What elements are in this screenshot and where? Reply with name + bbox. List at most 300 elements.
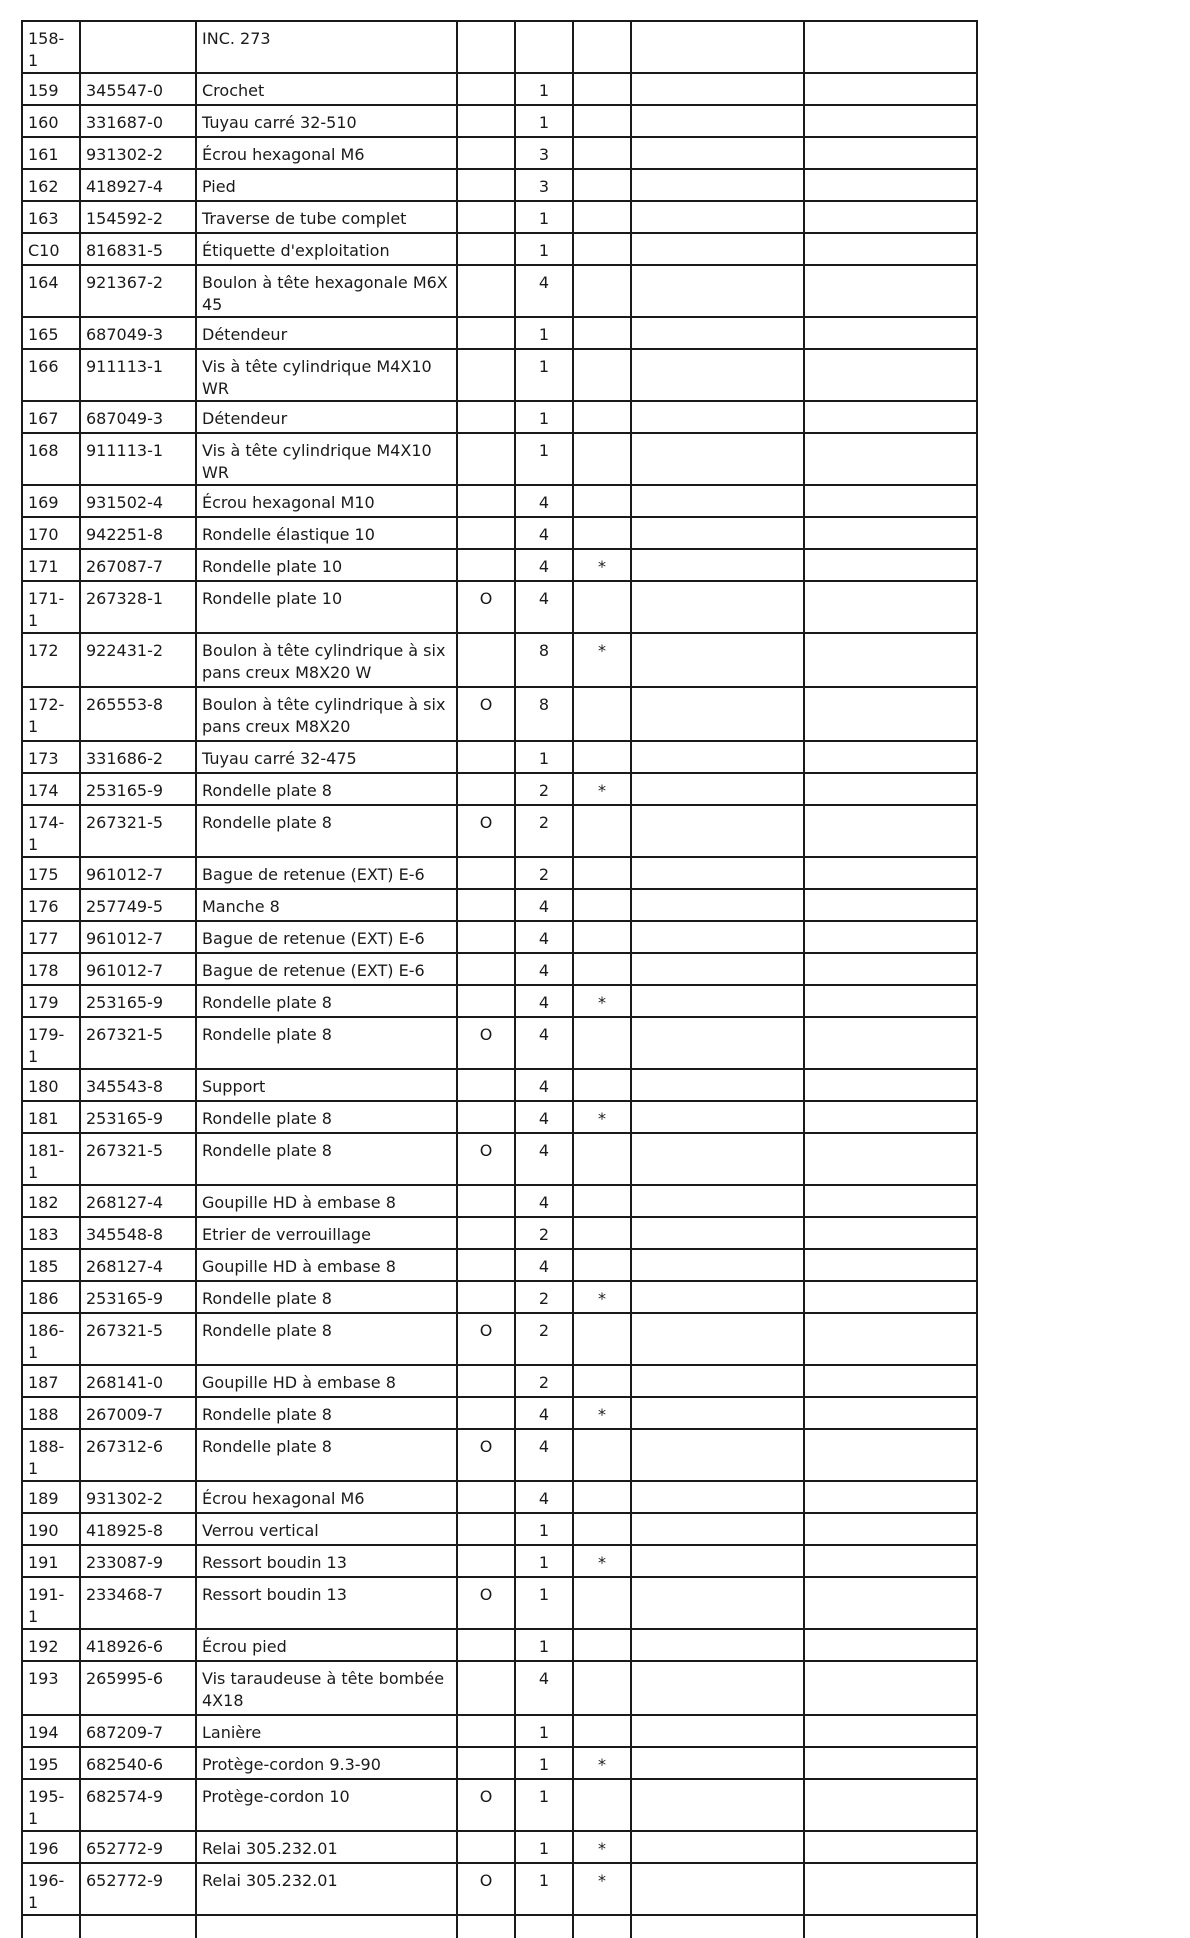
- option-cell: [457, 21, 515, 73]
- note-cell-1: [631, 687, 804, 741]
- option-cell: [457, 1661, 515, 1715]
- item-number-cell: 176: [22, 889, 80, 921]
- marker-cell: [573, 1069, 631, 1101]
- option-cell: [457, 1831, 515, 1863]
- table-row: [22, 857, 977, 889]
- part-number-cell: 687209-7: [80, 1715, 196, 1747]
- quantity-cell: 4: [515, 1481, 573, 1513]
- option-cell: [457, 1185, 515, 1217]
- marker-cell: [573, 433, 631, 485]
- item-number-cell: 178: [22, 953, 80, 985]
- option-cell: [457, 349, 515, 401]
- part-number-cell: 931302-2: [80, 137, 196, 169]
- quantity-cell: 4: [515, 485, 573, 517]
- table-row: [22, 1481, 977, 1513]
- quantity-cell: 4: [515, 1249, 573, 1281]
- note-cell-1: [631, 1779, 804, 1831]
- quantity-cell: 4: [515, 953, 573, 985]
- option-cell: O: [457, 1577, 515, 1629]
- item-number-cell: 161: [22, 137, 80, 169]
- quantity-cell: 1: [515, 1779, 573, 1831]
- note-cell-2: [804, 549, 977, 581]
- marker-cell: [573, 889, 631, 921]
- table-row: [22, 137, 977, 169]
- empty-cell: [573, 1915, 631, 1938]
- marker-cell: [573, 921, 631, 953]
- marker-cell: [573, 1779, 631, 1831]
- description-cell: Tuyau carré 32-475: [196, 741, 457, 773]
- item-number-cell: 180: [22, 1069, 80, 1101]
- option-cell: [457, 1281, 515, 1313]
- note-cell-2: [804, 1747, 977, 1779]
- note-cell-1: [631, 1313, 804, 1365]
- quantity-cell: 4: [515, 1185, 573, 1217]
- note-cell-2: [804, 1017, 977, 1069]
- description-cell: Ressort boudin 13: [196, 1545, 457, 1577]
- note-cell-1: [631, 581, 804, 633]
- description-cell: Détendeur: [196, 401, 457, 433]
- quantity-cell: 8: [515, 633, 573, 687]
- table-row: [22, 401, 977, 433]
- part-number-cell: 652772-9: [80, 1831, 196, 1863]
- note-cell-1: [631, 433, 804, 485]
- note-cell-1: [631, 1185, 804, 1217]
- item-number-cell: 181-1: [22, 1133, 80, 1185]
- note-cell-2: [804, 517, 977, 549]
- note-cell-2: [804, 633, 977, 687]
- note-cell-1: [631, 105, 804, 137]
- quantity-cell: 2: [515, 1313, 573, 1365]
- table-row: [22, 1863, 977, 1915]
- note-cell-1: [631, 1577, 804, 1629]
- note-cell-2: [804, 105, 977, 137]
- option-cell: [457, 1249, 515, 1281]
- note-cell-2: [804, 1185, 977, 1217]
- note-cell-1: [631, 1249, 804, 1281]
- item-number-cell: 188: [22, 1397, 80, 1429]
- description-cell: Etrier de verrouillage: [196, 1217, 457, 1249]
- option-cell: O: [457, 1017, 515, 1069]
- quantity-cell: 4: [515, 889, 573, 921]
- item-number-cell: 171: [22, 549, 80, 581]
- item-number-cell: 173: [22, 741, 80, 773]
- description-cell: Boulon à tête hexagonale M6X45: [196, 265, 457, 317]
- part-number-cell: 267321-5: [80, 805, 196, 857]
- table-row: [22, 633, 977, 687]
- description-cell: Goupille HD à embase 8: [196, 1365, 457, 1397]
- part-number-cell: 687049-3: [80, 317, 196, 349]
- option-cell: O: [457, 1429, 515, 1481]
- part-number-cell: 233087-9: [80, 1545, 196, 1577]
- marker-cell: [573, 687, 631, 741]
- note-cell-1: [631, 1481, 804, 1513]
- part-number-cell: 911113-1: [80, 433, 196, 485]
- table-row: [22, 1747, 977, 1779]
- part-number-cell: 267321-5: [80, 1313, 196, 1365]
- note-cell-1: [631, 857, 804, 889]
- parts-list-table: [21, 20, 978, 1938]
- item-number-cell: 174-1: [22, 805, 80, 857]
- part-number-cell: 418927-4: [80, 169, 196, 201]
- description-cell: Lanière: [196, 1715, 457, 1747]
- part-number-cell: 265553-8: [80, 687, 196, 741]
- description-cell: Manche 8: [196, 889, 457, 921]
- quantity-cell: 4: [515, 1017, 573, 1069]
- table-row: [22, 1281, 977, 1313]
- part-number-cell: 931502-4: [80, 485, 196, 517]
- note-cell-2: [804, 985, 977, 1017]
- note-cell-2: [804, 1831, 977, 1863]
- quantity-cell: 2: [515, 805, 573, 857]
- marker-cell: *: [573, 1281, 631, 1313]
- quantity-cell: 1: [515, 741, 573, 773]
- option-cell: [457, 317, 515, 349]
- note-cell-2: [804, 1779, 977, 1831]
- description-cell: Étiquette d'exploitation: [196, 233, 457, 265]
- note-cell-1: [631, 401, 804, 433]
- marker-cell: [573, 485, 631, 517]
- quantity-cell: 2: [515, 773, 573, 805]
- parts-table-body: [22, 21, 977, 1938]
- description-cell: Rondelle plate 8: [196, 805, 457, 857]
- note-cell-2: [804, 485, 977, 517]
- note-cell-2: [804, 1397, 977, 1429]
- part-number-cell: 345547-0: [80, 73, 196, 105]
- table-row: [22, 985, 977, 1017]
- note-cell-1: [631, 1545, 804, 1577]
- note-cell-1: [631, 517, 804, 549]
- marker-cell: [573, 1429, 631, 1481]
- item-number-cell: 163: [22, 201, 80, 233]
- note-cell-1: [631, 169, 804, 201]
- option-cell: O: [457, 687, 515, 741]
- item-number-cell: 185: [22, 1249, 80, 1281]
- item-number-cell: 192: [22, 1629, 80, 1661]
- marker-cell: [573, 1365, 631, 1397]
- note-cell-2: [804, 805, 977, 857]
- description-cell: Ressort boudin 13: [196, 1577, 457, 1629]
- marker-cell: [573, 317, 631, 349]
- quantity-cell: 2: [515, 857, 573, 889]
- note-cell-2: [804, 687, 977, 741]
- item-number-cell: 158-1: [22, 21, 80, 73]
- item-number-cell: 187: [22, 1365, 80, 1397]
- note-cell-1: [631, 485, 804, 517]
- table-row: [22, 687, 977, 741]
- marker-cell: [573, 265, 631, 317]
- description-cell: Rondelle plate 8: [196, 1281, 457, 1313]
- note-cell-2: [804, 1217, 977, 1249]
- note-cell-2: [804, 889, 977, 921]
- note-cell-2: [804, 741, 977, 773]
- table-row: [22, 1715, 977, 1747]
- quantity-cell: 1: [515, 1831, 573, 1863]
- part-number-cell: 267328-1: [80, 581, 196, 633]
- part-number-cell: 154592-2: [80, 201, 196, 233]
- description-cell: Protège-cordon 9.3-90: [196, 1747, 457, 1779]
- table-row: [22, 1629, 977, 1661]
- note-cell-2: [804, 233, 977, 265]
- item-number-cell: C10: [22, 233, 80, 265]
- note-cell-2: [804, 953, 977, 985]
- note-cell-1: [631, 233, 804, 265]
- quantity-cell: 2: [515, 1365, 573, 1397]
- description-cell: Goupille HD à embase 8: [196, 1249, 457, 1281]
- quantity-cell: 4: [515, 985, 573, 1017]
- option-cell: [457, 1481, 515, 1513]
- note-cell-1: [631, 1217, 804, 1249]
- item-number-cell: 166: [22, 349, 80, 401]
- table-row: [22, 921, 977, 953]
- table-row: [22, 1249, 977, 1281]
- note-cell-1: [631, 1661, 804, 1715]
- marker-cell: [573, 1217, 631, 1249]
- item-number-cell: 182: [22, 1185, 80, 1217]
- description-cell: Relai 305.232.01: [196, 1863, 457, 1915]
- part-number-cell: 331686-2: [80, 741, 196, 773]
- option-cell: [457, 517, 515, 549]
- marker-cell: [573, 21, 631, 73]
- marker-cell: [573, 1249, 631, 1281]
- note-cell-1: [631, 889, 804, 921]
- table-row: [22, 549, 977, 581]
- option-cell: [457, 1101, 515, 1133]
- table-row: [22, 233, 977, 265]
- option-cell: [457, 433, 515, 485]
- marker-cell: [573, 1133, 631, 1185]
- option-cell: [457, 485, 515, 517]
- marker-cell: *: [573, 773, 631, 805]
- part-number-cell: 922431-2: [80, 633, 196, 687]
- part-number-cell: 268127-4: [80, 1185, 196, 1217]
- marker-cell: [573, 1185, 631, 1217]
- description-cell: Bague de retenue (EXT) E-6: [196, 953, 457, 985]
- note-cell-2: [804, 401, 977, 433]
- note-cell-2: [804, 1281, 977, 1313]
- option-cell: [457, 1715, 515, 1747]
- quantity-cell: [515, 21, 573, 73]
- note-cell-1: [631, 773, 804, 805]
- quantity-cell: 4: [515, 1397, 573, 1429]
- item-number-cell: 169: [22, 485, 80, 517]
- option-cell: [457, 233, 515, 265]
- part-number-cell: 267009-7: [80, 1397, 196, 1429]
- description-cell: Bague de retenue (EXT) E-6: [196, 857, 457, 889]
- note-cell-2: [804, 1101, 977, 1133]
- quantity-cell: 1: [515, 1715, 573, 1747]
- note-cell-1: [631, 1365, 804, 1397]
- description-cell: Relai 305.232.01: [196, 1831, 457, 1863]
- table-row: [22, 1661, 977, 1715]
- marker-cell: [573, 1313, 631, 1365]
- marker-cell: [573, 1513, 631, 1545]
- marker-cell: [573, 805, 631, 857]
- item-number-cell: 160: [22, 105, 80, 137]
- quantity-cell: 4: [515, 581, 573, 633]
- description-cell: Écrou hexagonal M6: [196, 137, 457, 169]
- table-row: [22, 317, 977, 349]
- quantity-cell: 1: [515, 1629, 573, 1661]
- note-cell-2: [804, 349, 977, 401]
- marker-cell: [573, 73, 631, 105]
- table-row: [22, 1513, 977, 1545]
- table-row: [22, 1779, 977, 1831]
- empty-cell: [515, 1915, 573, 1938]
- description-cell: Boulon à tête cylindrique à six pans creux M8X20 W: [196, 633, 457, 687]
- marker-cell: [573, 517, 631, 549]
- quantity-cell: 1: [515, 1863, 573, 1915]
- quantity-cell: 4: [515, 517, 573, 549]
- description-cell: Rondelle plate 10: [196, 549, 457, 581]
- quantity-cell: 8: [515, 687, 573, 741]
- item-number-cell: 195: [22, 1747, 80, 1779]
- part-number-cell: 961012-7: [80, 953, 196, 985]
- table-row: [22, 1577, 977, 1629]
- option-cell: [457, 741, 515, 773]
- marker-cell: [573, 1629, 631, 1661]
- note-cell-1: [631, 1747, 804, 1779]
- option-cell: [457, 105, 515, 137]
- marker-cell: [573, 741, 631, 773]
- part-number-cell: 961012-7: [80, 857, 196, 889]
- marker-cell: [573, 1017, 631, 1069]
- part-number-cell: 253165-9: [80, 1281, 196, 1313]
- marker-cell: *: [573, 633, 631, 687]
- note-cell-2: [804, 137, 977, 169]
- option-cell: [457, 137, 515, 169]
- marker-cell: [573, 953, 631, 985]
- table-row: [22, 349, 977, 401]
- description-cell: Rondelle plate 8: [196, 1313, 457, 1365]
- note-cell-1: [631, 1715, 804, 1747]
- note-cell-1: [631, 21, 804, 73]
- option-cell: O: [457, 1779, 515, 1831]
- description-cell: Rondelle plate 8: [196, 773, 457, 805]
- note-cell-1: [631, 1831, 804, 1863]
- note-cell-2: [804, 1481, 977, 1513]
- marker-cell: *: [573, 1101, 631, 1133]
- marker-cell: *: [573, 1831, 631, 1863]
- item-number-cell: 168: [22, 433, 80, 485]
- item-number-cell: 189: [22, 1481, 80, 1513]
- marker-cell: [573, 1661, 631, 1715]
- option-cell: [457, 1217, 515, 1249]
- part-number-cell: 267087-7: [80, 549, 196, 581]
- note-cell-1: [631, 921, 804, 953]
- note-cell-1: [631, 1863, 804, 1915]
- quantity-cell: 1: [515, 1747, 573, 1779]
- description-cell: Rondelle plate 10: [196, 581, 457, 633]
- description-cell: Vis à tête cylindrique M4X10 WR: [196, 433, 457, 485]
- part-number-cell: 253165-9: [80, 773, 196, 805]
- description-cell: Détendeur: [196, 317, 457, 349]
- part-number-cell: 816831-5: [80, 233, 196, 265]
- option-cell: [457, 201, 515, 233]
- table-row: [22, 1313, 977, 1365]
- marker-cell: [573, 201, 631, 233]
- note-cell-1: [631, 1513, 804, 1545]
- part-number-cell: 345543-8: [80, 1069, 196, 1101]
- quantity-cell: 2: [515, 1217, 573, 1249]
- description-cell: Rondelle plate 8: [196, 1101, 457, 1133]
- description-cell: Support: [196, 1069, 457, 1101]
- marker-cell: *: [573, 1545, 631, 1577]
- description-cell: Bague de retenue (EXT) E-6: [196, 921, 457, 953]
- description-cell: Vis taraudeuse à tête bombée 4X18: [196, 1661, 457, 1715]
- description-cell: Écrou hexagonal M6: [196, 1481, 457, 1513]
- marker-cell: [573, 1481, 631, 1513]
- option-cell: [457, 1397, 515, 1429]
- note-cell-2: [804, 1661, 977, 1715]
- note-cell-1: [631, 137, 804, 169]
- description-cell: Verrou vertical: [196, 1513, 457, 1545]
- table-row: [22, 773, 977, 805]
- option-cell: [457, 401, 515, 433]
- note-cell-2: [804, 1365, 977, 1397]
- table-row-continued: [22, 1915, 977, 1938]
- part-number-cell: 687049-3: [80, 401, 196, 433]
- description-cell: Écrou hexagonal M10: [196, 485, 457, 517]
- part-number-cell: 921367-2: [80, 265, 196, 317]
- item-number-cell: 196: [22, 1831, 80, 1863]
- quantity-cell: 4: [515, 549, 573, 581]
- part-number-cell: 418925-8: [80, 1513, 196, 1545]
- part-number-cell: 331687-0: [80, 105, 196, 137]
- marker-cell: *: [573, 1397, 631, 1429]
- note-cell-1: [631, 1069, 804, 1101]
- option-cell: [457, 773, 515, 805]
- item-number-cell: 181: [22, 1101, 80, 1133]
- option-cell: [457, 633, 515, 687]
- quantity-cell: 4: [515, 1101, 573, 1133]
- marker-cell: *: [573, 1863, 631, 1915]
- part-number-cell: 682540-6: [80, 1747, 196, 1779]
- option-cell: O: [457, 1313, 515, 1365]
- item-number-cell: 174: [22, 773, 80, 805]
- marker-cell: [573, 401, 631, 433]
- quantity-cell: 2: [515, 1281, 573, 1313]
- quantity-cell: 1: [515, 201, 573, 233]
- note-cell-2: [804, 1545, 977, 1577]
- quantity-cell: 1: [515, 73, 573, 105]
- part-number-cell: 233468-7: [80, 1577, 196, 1629]
- option-cell: O: [457, 1133, 515, 1185]
- note-cell-2: [804, 1629, 977, 1661]
- item-number-cell: 171-1: [22, 581, 80, 633]
- table-row: [22, 105, 977, 137]
- part-number-cell: 652772-9: [80, 1863, 196, 1915]
- item-number-cell: 175: [22, 857, 80, 889]
- table-row: [22, 1185, 977, 1217]
- option-cell: [457, 265, 515, 317]
- note-cell-1: [631, 1017, 804, 1069]
- note-cell-1: [631, 201, 804, 233]
- marker-cell: *: [573, 985, 631, 1017]
- quantity-cell: 4: [515, 1133, 573, 1185]
- note-cell-1: [631, 1101, 804, 1133]
- item-number-cell: 186-1: [22, 1313, 80, 1365]
- note-cell-2: [804, 201, 977, 233]
- description-cell: Écrou pied: [196, 1629, 457, 1661]
- note-cell-2: [804, 857, 977, 889]
- part-number-cell: [80, 21, 196, 73]
- part-number-cell: 267321-5: [80, 1017, 196, 1069]
- empty-cell: [22, 1915, 80, 1938]
- marker-cell: [573, 105, 631, 137]
- note-cell-2: [804, 1133, 977, 1185]
- part-number-cell: 268141-0: [80, 1365, 196, 1397]
- part-number-cell: 911113-1: [80, 349, 196, 401]
